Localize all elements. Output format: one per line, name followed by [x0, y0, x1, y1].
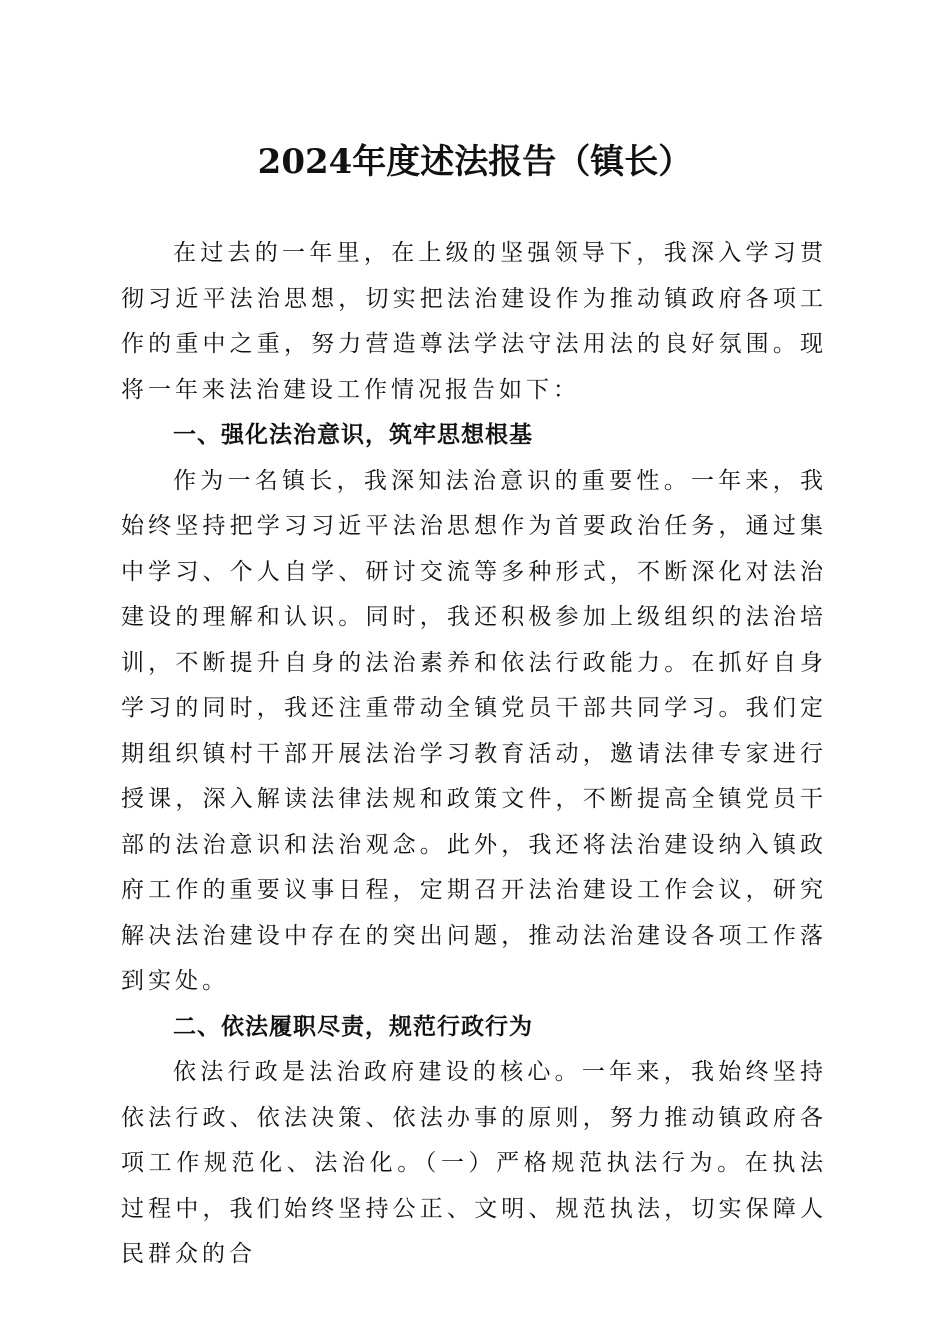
- intro-paragraph: 在过去的一年里，在上级的坚强领导下，我深入学习贯彻习近平法治思想，切实把法治建设作为推动镇政府各项工作的重中之重，努力营造尊法学法守法用法的良好氛围。现将一年来法治建设工作情况报告如下：: [121, 240, 827, 403]
- section-2-paragraph: 依法行政是法治政府建设的核心。一年来，我始终坚持依法行政、依法决策、依法办事的原则，努力推动镇政府各项工作规范化、法治化。（一）严格规范执法行为。在执法过程中，我们始终坚持公正、文明、规范执法，切实保障人民群众的合: [121, 1059, 827, 1267]
- document-body: [121, 231, 827, 1278]
- document-title: 2024年度述法报告（镇长）: [257, 142, 693, 182]
- section-1-paragraph: 作为一名镇长，我深知法治意识的重要性。一年来，我始终坚持把学习习近平法治思想作为首要政治任务，通过集中学习、个人自学、研讨交流等多种形式，不断深化对法治建设的理解和认识。同时，我还积极参加上级组织的法治培训，不断提升自身的法治素养和依法行政能力。在抓好自身学习的同时，我还注重带动全镇党员干部共同学习。我们定期组织镇村干部开展法治学习教育活动，邀请法律专家进行授课，深入解读法律法规和政策文件，不断提高全镇党员干部的法治意识和法治观念。此外，我还将法治建设纳入镇政府工作的重要议事日程，定期召开法治建设工作会议，研究解决法治建设中存在的突出问题，推动法治建设各项工作落到实处。: [121, 467, 827, 994]
- section-2-heading: 二、依法履职尽责，规范行政行为: [173, 1013, 533, 1040]
- section-1-heading: 一、强化法治意识，筑牢思想根基: [173, 422, 533, 448]
